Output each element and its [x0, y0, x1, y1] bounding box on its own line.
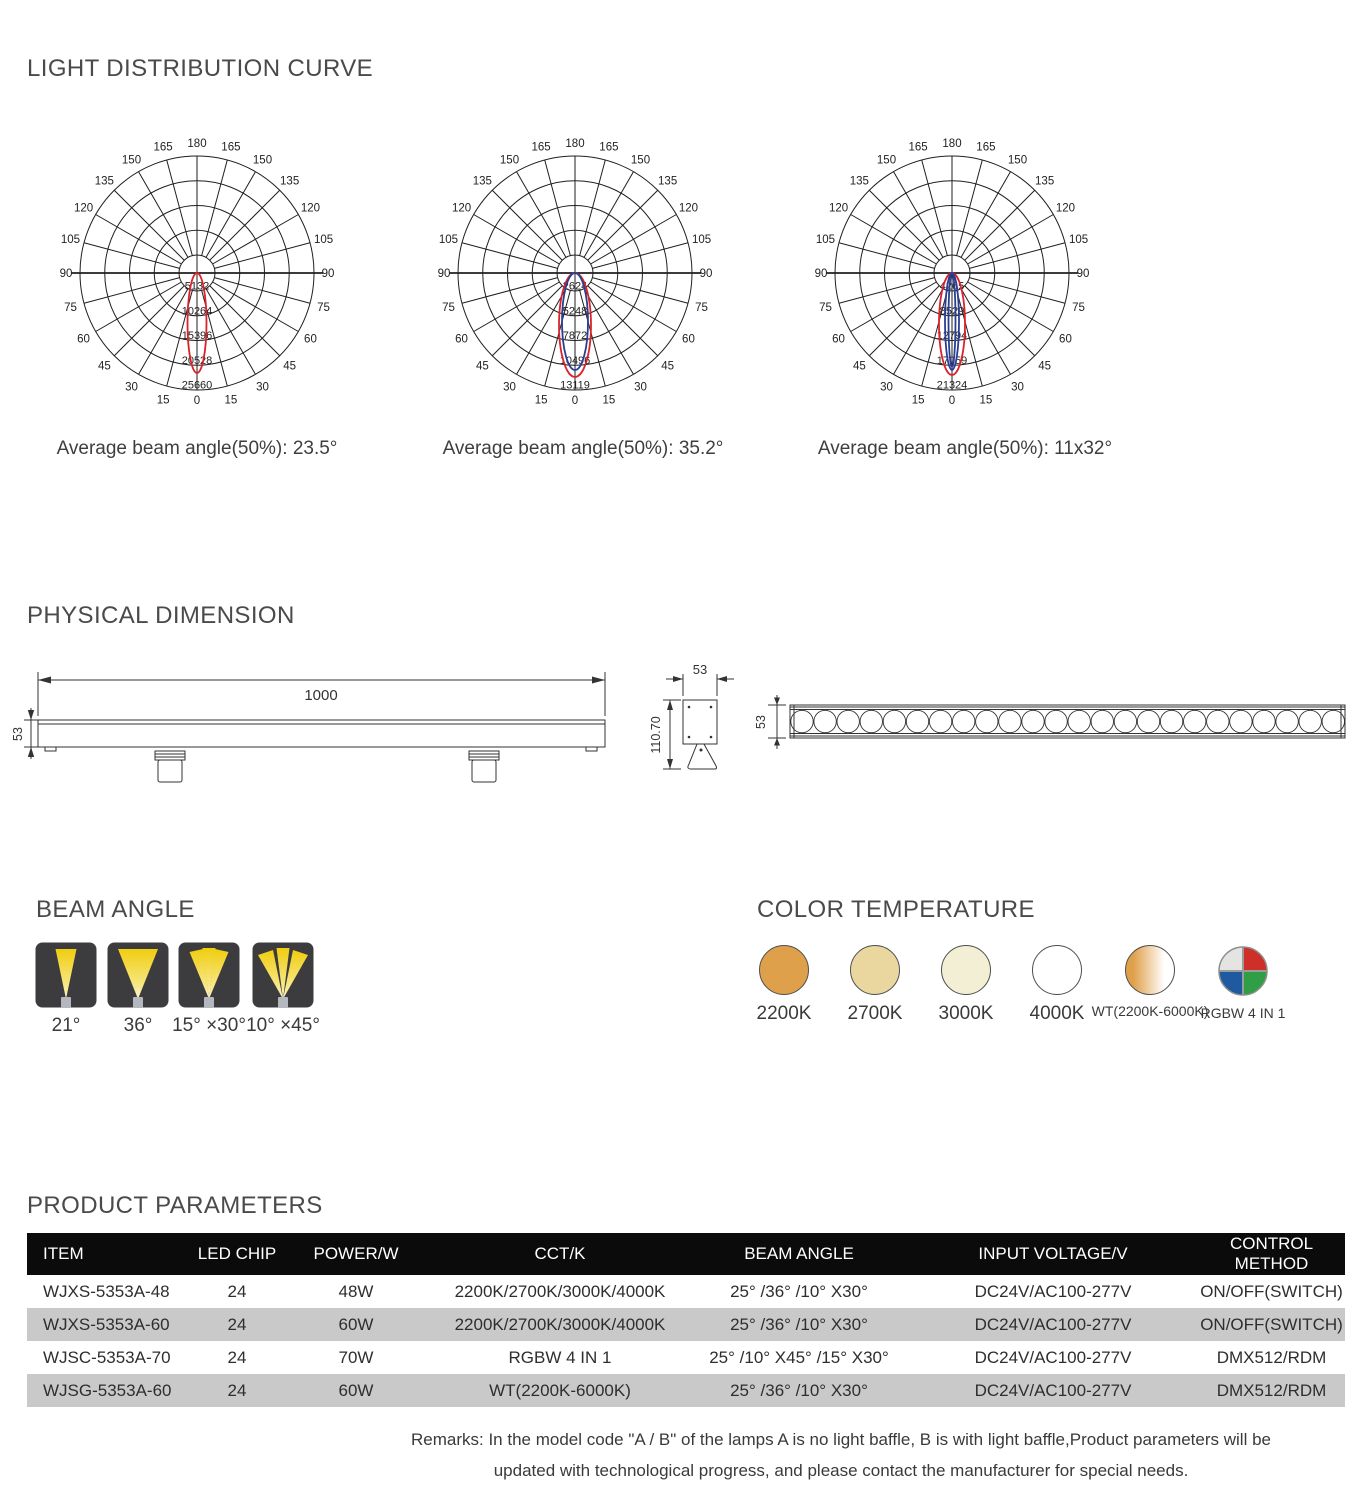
chart-caption-1: Average beam angle(50%): 23.5°: [56, 438, 338, 459]
angle-label: 150: [252, 154, 273, 167]
angle-label: 135: [280, 175, 300, 188]
beam-angle-icon: [107, 942, 169, 1008]
angle-label: 60: [832, 333, 845, 346]
table-row: [27, 1341, 1345, 1374]
angle-label: 120: [1055, 202, 1076, 215]
angle-label: 90: [814, 268, 828, 280]
section-title-physical-dimension: PHYSICAL DIMENSION: [27, 602, 295, 629]
angle-label: 45: [475, 360, 489, 373]
angle-label: 15: [602, 394, 616, 407]
beam-angle-label: 21°: [51, 1015, 81, 1036]
table-cell: 24: [227, 1380, 247, 1400]
angle-label: 165: [976, 141, 996, 154]
angle-label: 135: [472, 175, 492, 188]
angle-label: 60: [455, 333, 468, 346]
angle-label: 105: [815, 234, 836, 247]
angle-label: 165: [599, 141, 619, 154]
table-cell: 24: [227, 1281, 247, 1301]
ring-value-label: 5248: [562, 305, 588, 318]
beam-angle-icon: [252, 942, 314, 1008]
angle-label: 165: [531, 141, 551, 154]
angle-label: 150: [1007, 154, 1028, 167]
angle-label: 120: [300, 202, 321, 215]
angle-label: 90: [1076, 268, 1090, 280]
color-temperature-label: WT(2200K-6000K): [1091, 1003, 1209, 1019]
table-row: [27, 1275, 1345, 1308]
angle-label: 120: [678, 202, 699, 215]
beam-angle-item: [238, 942, 328, 1037]
table-cell: 25° /36° /10° X30°: [730, 1314, 868, 1334]
color-temperature-item: [1183, 945, 1303, 1021]
table-cell: 60W: [338, 1380, 374, 1400]
angle-label: 0: [948, 395, 956, 407]
table-cell: WT(2200K-6000K): [489, 1380, 631, 1400]
angle-label: 165: [221, 141, 241, 154]
mounting-bracket: [469, 751, 499, 782]
color-temperature-label: 3000K: [938, 1003, 994, 1024]
color-temperature-label: 2700K: [847, 1003, 903, 1024]
ring-value-label: 8529: [939, 305, 965, 318]
remarks-line-2: updated with technological progress, and please contact the manufacturer for special needs.: [493, 1461, 1189, 1481]
angle-label: 165: [908, 141, 928, 154]
table-cell: 70W: [338, 1347, 374, 1367]
color-temperature-label: 2200K: [756, 1003, 812, 1024]
angle-label: 75: [317, 301, 330, 314]
table-header-row: [27, 1233, 1345, 1275]
table-row: [27, 1308, 1345, 1341]
section-title-beam-angle: BEAM ANGLE: [36, 896, 195, 923]
angle-label: 150: [499, 154, 520, 167]
angle-label: 105: [60, 234, 81, 247]
polar-chart-2: [435, 123, 715, 423]
section-title-color-temperature: COLOR TEMPERATURE: [757, 896, 1035, 923]
angle-label: 105: [438, 234, 459, 247]
angle-label: 135: [849, 175, 869, 188]
column-header: BEAM ANGLE: [744, 1244, 854, 1263]
angle-label: 45: [283, 360, 297, 373]
color-swatch: [1125, 945, 1175, 995]
ring-value-label: 7872: [562, 330, 588, 342]
dimension-label-end-width: 53: [692, 662, 708, 677]
ring-value-label: 12794: [936, 330, 968, 342]
physical-dimension-drawing: [11, 658, 1350, 808]
angle-label: 45: [97, 360, 111, 373]
angle-label: 135: [1035, 175, 1055, 188]
ring-value-label: 2624: [562, 280, 588, 293]
angle-label: 180: [942, 138, 962, 150]
angle-label: 120: [828, 202, 849, 215]
color-swatch: [941, 945, 991, 995]
angle-label: 30: [880, 381, 893, 394]
end-view-drawing: [663, 674, 734, 769]
column-header: LED CHIP: [197, 1244, 277, 1263]
table-cell: 25° /10° X45° /15° X30°: [709, 1347, 889, 1367]
angle-label: 150: [630, 154, 651, 167]
product-parameters-table: [27, 1233, 1345, 1407]
angle-label: 0: [193, 395, 201, 407]
angle-label: 90: [59, 268, 73, 280]
angle-label: 60: [304, 333, 317, 346]
angle-label: 120: [451, 202, 472, 215]
column-header: CONTROL METHOD: [1229, 1234, 1314, 1273]
ring-value-label: 10496: [559, 354, 591, 367]
front-view-drawing: [768, 695, 1345, 749]
dimension-label-end-height: 110.70: [649, 716, 663, 754]
table-cell: WJXS-5353A-60: [43, 1314, 170, 1334]
polar-chart-3: [812, 123, 1092, 423]
angle-label: 90: [699, 268, 713, 280]
table-cell: ON/OFF(SWITCH): [1200, 1281, 1343, 1301]
polar-chart-1: [57, 123, 337, 423]
angle-label: 75: [695, 301, 708, 314]
column-header: CCT/K: [534, 1244, 586, 1263]
angle-label: 15: [224, 394, 238, 407]
table-cell: DC24V/AC100-277V: [974, 1380, 1132, 1400]
table-cell: WJSC-5353A-70: [43, 1347, 171, 1367]
ring-value-label: 10264: [181, 305, 213, 318]
section-title-light-distribution: LIGHT DISTRIBUTION CURVE: [27, 55, 374, 82]
angle-label: 15: [156, 394, 170, 407]
angle-label: 15: [534, 394, 548, 407]
table-cell: WJXS-5353A-48: [43, 1281, 170, 1301]
chart-caption-3: Average beam angle(50%): 11x32°: [817, 438, 1113, 459]
table-cell: DMX512/RDM: [1216, 1380, 1327, 1400]
angle-label: 105: [313, 234, 334, 247]
table-cell: DC24V/AC100-277V: [974, 1281, 1132, 1301]
chart-caption-2: Average beam angle(50%): 35.2°: [442, 438, 724, 459]
angle-label: 60: [1059, 333, 1072, 346]
angle-label: 75: [64, 301, 77, 314]
angle-label: 30: [503, 381, 516, 394]
angle-label: 0: [571, 395, 579, 407]
angle-label: 180: [565, 138, 585, 150]
table-cell: 2200K/2700K/3000K/4000K: [454, 1314, 666, 1334]
angle-label: 180: [187, 138, 207, 150]
table-cell: 25° /36° /10° X30°: [730, 1281, 868, 1301]
angle-label: 135: [94, 175, 114, 188]
angle-label: 15: [979, 394, 993, 407]
column-header: POWER/W: [313, 1244, 399, 1263]
ring-value-label: 17059: [936, 354, 968, 367]
table-row: [27, 1374, 1345, 1407]
ring-value-label: 20528: [181, 354, 213, 367]
angle-label: 30: [256, 381, 269, 394]
ring-value-label: 21324: [936, 379, 968, 392]
remarks: [320, 1424, 1362, 1487]
table-cell: DMX512/RDM: [1216, 1347, 1327, 1367]
angle-label: 165: [153, 141, 173, 154]
dimension-label-front-height: 53: [754, 715, 768, 729]
angle-label: 75: [819, 301, 832, 314]
column-header: INPUT VOLTAGE/V: [978, 1244, 1128, 1263]
rgbw-swatch: [1217, 945, 1269, 997]
table-cell: 60W: [338, 1314, 374, 1334]
color-temperature-label: RGBW 4 IN 1: [1200, 1005, 1286, 1021]
beam-angle-label: 10° ×45°: [246, 1015, 320, 1036]
table-cell: 2200K/2700K/3000K/4000K: [454, 1281, 666, 1301]
ring-value-label: 15396: [181, 330, 213, 342]
beam-angle-icon: [178, 942, 240, 1008]
angle-label: 75: [1072, 301, 1085, 314]
color-swatch: [1032, 945, 1082, 995]
angle-label: 45: [852, 360, 866, 373]
table-cell: 24: [227, 1347, 247, 1367]
angle-label: 30: [634, 381, 647, 394]
angle-label: 45: [661, 360, 675, 373]
color-temperature-label: 4000K: [1029, 1003, 1085, 1024]
beam-angle-icon: [35, 942, 97, 1008]
ring-value-label: 13119: [560, 379, 590, 392]
mounting-bracket: [155, 751, 185, 782]
angle-label: 75: [442, 301, 455, 314]
color-swatch: [759, 945, 809, 995]
column-header: ITEM: [43, 1244, 84, 1263]
table-cell: RGBW 4 IN 1: [508, 1347, 612, 1367]
angle-label: 105: [1068, 234, 1089, 247]
table-cell: 25° /36° /10° X30°: [730, 1380, 868, 1400]
beam-angle-label: 15° ×30°: [172, 1015, 246, 1036]
angle-label: 150: [121, 154, 142, 167]
angle-label: 30: [125, 381, 138, 394]
angle-label: 30: [1011, 381, 1024, 394]
angle-label: 60: [77, 333, 90, 346]
table-cell: 48W: [338, 1281, 374, 1301]
angle-label: 150: [876, 154, 897, 167]
table-cell: DC24V/AC100-277V: [974, 1314, 1132, 1334]
table-cell: WJSG-5353A-60: [43, 1380, 172, 1400]
angle-label: 60: [682, 333, 695, 346]
remarks-line-1: Remarks: In the model code "A / B" of the lamps A is no light baffle, B is with light baffle,Product parameters will be: [411, 1430, 1271, 1449]
dimension-label-side-height: 53: [11, 727, 25, 741]
table-cell: ON/OFF(SWITCH): [1200, 1314, 1343, 1334]
table-cell: 24: [227, 1314, 247, 1334]
angle-label: 15: [911, 394, 925, 407]
angle-label: 45: [1038, 360, 1052, 373]
angle-label: 105: [691, 234, 712, 247]
ring-value-label: 25660: [181, 379, 213, 392]
ring-value-label: 5132: [184, 280, 210, 293]
dimension-label-length: 1000: [304, 687, 338, 704]
color-swatch: [850, 945, 900, 995]
lens-array: [791, 710, 1345, 732]
section-title-product-parameters: PRODUCT PARAMETERS: [27, 1192, 323, 1219]
ring-value-label: 4265: [939, 280, 965, 293]
angle-label: 90: [321, 268, 335, 280]
angle-label: 90: [437, 268, 451, 280]
angle-label: 120: [73, 202, 94, 215]
table-cell: DC24V/AC100-277V: [974, 1347, 1132, 1367]
beam-angle-label: 36°: [123, 1015, 153, 1036]
angle-label: 135: [658, 175, 678, 188]
